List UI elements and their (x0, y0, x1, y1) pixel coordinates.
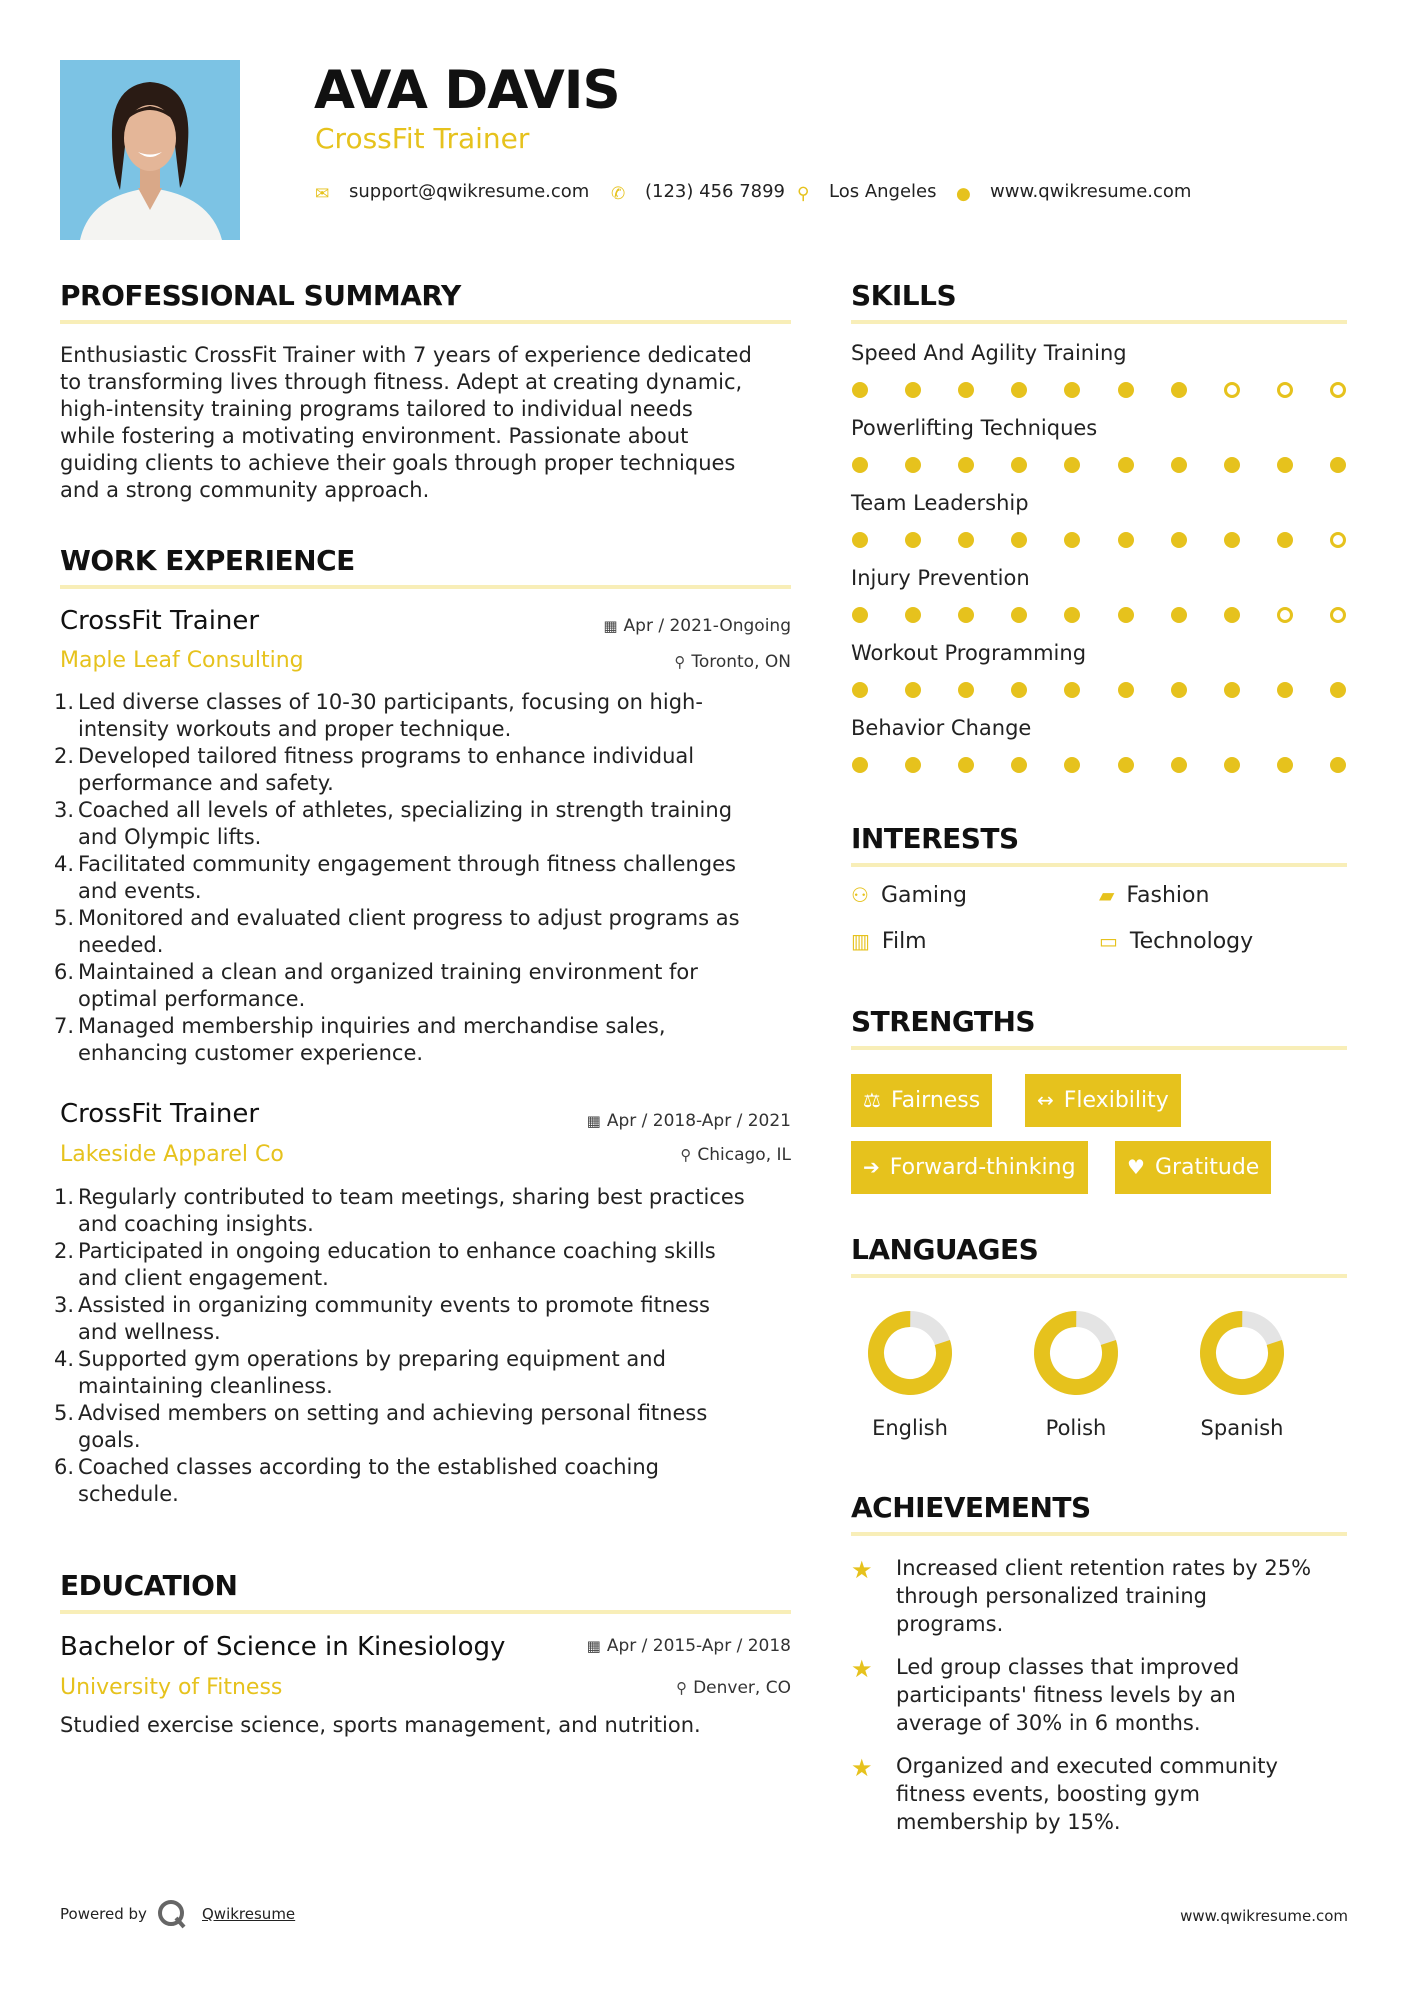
list-item: 2. Developed tailored fitness programs to enhance individual performance and safety. (54, 744, 695, 795)
skill-rating-dot (1171, 532, 1187, 548)
skill-rating-dot (1011, 532, 1027, 548)
list-item: 5. Monitored and evaluated client progress to adjust programs as needed. (54, 906, 740, 957)
skill-rating-dot (1171, 682, 1187, 698)
balance-scale-icon: ⚖ (863, 1088, 881, 1112)
skill-rating-dot (905, 757, 921, 773)
list-item: 7. Managed membership inquiries and merchandise sales, enhancing customer experience. (54, 1014, 666, 1065)
skill-rating-dot (1011, 682, 1027, 698)
phone-icon: ✆ (611, 184, 626, 204)
language-name: Spanish (1200, 1416, 1284, 1440)
interests-heading: INTERESTS (851, 822, 1019, 855)
skill-name: Behavior Change (851, 716, 1032, 740)
job-company: Lakeside Apparel Co (60, 1142, 284, 1167)
skill-rating-dot (1224, 607, 1240, 623)
skill-rating-dot (905, 532, 921, 548)
strength-chip-fairness: ⚖ Fairness (851, 1074, 992, 1127)
summary-text: Enthusiastic CrossFit Trainer with 7 years of experience dedicated to transforming lives through fitness. Adept at creating dynamic, high-intensity training programs tailored to individual needs while fostering a motivating environment. Passionate about guiding clients to achieve their goals through proper techniques and a strong community approach. (60, 343, 752, 502)
skill-rating-dot (905, 607, 921, 623)
skill-rating-dot (1064, 532, 1080, 548)
education-school: University of Fitness (60, 1675, 283, 1700)
skill-rating-dot (958, 382, 974, 398)
strength-chip-flexibility: ↔ Flexibility (1025, 1074, 1181, 1127)
footer-brand-link[interactable]: Qwikresume (202, 1905, 296, 1923)
summary-divider (60, 320, 791, 324)
job-dates: ▦ Apr / 2021-Ongoing (603, 616, 791, 636)
summary-heading: PROFESSIONAL SUMMARY (60, 279, 461, 312)
skill-rating-dot (852, 532, 868, 548)
calendar-icon: ▦ (603, 617, 618, 635)
language-proficiency-ring (865, 1308, 955, 1398)
star-icon: ★ (851, 1556, 873, 1584)
interest-fashion: ▰ Fashion (1099, 883, 1210, 908)
globe-icon: ● (956, 184, 971, 204)
candidate-name: AVA DAVIS (314, 60, 620, 121)
list-item: 2. Participated in ongoing education to enhance coaching skills and client engagement. (54, 1239, 716, 1290)
interest-gaming: ⚇ Gaming (851, 883, 967, 908)
avatar (60, 60, 240, 240)
skill-rating-dot (852, 607, 868, 623)
list-item: 4. Supported gym operations by preparing equipment and maintaining cleanliness. (54, 1347, 666, 1398)
skill-rating-dot (1330, 607, 1346, 623)
candidate-role: CrossFit Trainer (315, 122, 530, 155)
heart-icon: ♥ (1127, 1155, 1145, 1179)
ring-fill (1199, 1310, 1285, 1396)
job-title: CrossFit Trainer (60, 606, 260, 636)
footer-powered-by: Powered by (60, 1905, 147, 1923)
gamepad-icon: ⚇ (851, 883, 869, 907)
skill-rating-dot (1330, 382, 1346, 398)
skill-rating-dot (1277, 757, 1293, 773)
achievements-heading: ACHIEVEMENTS (851, 1491, 1091, 1524)
skill-rating-dot (1224, 757, 1240, 773)
job-dates: ▦ Apr / 2018-Apr / 2021 (586, 1111, 791, 1131)
interest-film: ▥ Film (851, 929, 927, 954)
strengths-divider (851, 1046, 1347, 1050)
language-name: Polish (1045, 1416, 1107, 1440)
contact-phone[interactable]: ✆ (123) 456 7899 (611, 181, 786, 204)
arrow-right-icon: ➔ (863, 1155, 880, 1179)
skill-rating-dot (1064, 757, 1080, 773)
skill-rating-dot (1224, 682, 1240, 698)
envelope-icon: ✉ (315, 184, 330, 204)
skill-rating-dot (1224, 532, 1240, 548)
arrows-horizontal-icon: ↔ (1037, 1088, 1054, 1112)
achievement-item: Led group classes that improved participants' fitness levels by an average of 30% in 6 months. (896, 1655, 1240, 1735)
skill-rating-dot (1277, 607, 1293, 623)
list-item: 1. Regularly contributed to team meetings, sharing best practices and coaching insights. (54, 1185, 745, 1236)
skill-rating-dot (1277, 457, 1293, 473)
skill-rating-dot (1118, 382, 1134, 398)
star-icon: ★ (851, 1754, 873, 1782)
contact-website[interactable]: ● www.qwikresume.com (956, 181, 1192, 204)
profile-photo (60, 60, 240, 240)
achievements-divider (851, 1532, 1347, 1536)
skill-rating-dot (1330, 682, 1346, 698)
film-icon: ▥ (851, 929, 870, 953)
job-responsibilities (54, 1184, 805, 1508)
skill-rating-dot (1011, 382, 1027, 398)
skill-name: Injury Prevention (851, 566, 1030, 590)
strengths-heading: STRENGTHS (851, 1005, 1036, 1038)
list-item: 4. Facilitated community engagement through fitness challenges and events. (54, 852, 736, 903)
skill-rating-dot (1171, 382, 1187, 398)
job-location: ⚲ Toronto, ON (674, 652, 791, 672)
skill-rating-dot (1330, 757, 1346, 773)
skills-heading: SKILLS (851, 279, 957, 312)
interests-divider (851, 863, 1347, 867)
interest-technology: ▭ Technology (1099, 929, 1254, 954)
skill-rating-dot (1330, 457, 1346, 473)
ring-fill (867, 1310, 953, 1396)
skill-rating-dot (1224, 457, 1240, 473)
contact-location: ⚲ Los Angeles (797, 181, 937, 204)
skill-rating-dot (905, 682, 921, 698)
skill-rating-dot (1118, 757, 1134, 773)
languages-heading: LANGUAGES (851, 1233, 1039, 1266)
list-item: 3. Assisted in organizing community events to promote fitness and wellness. (54, 1293, 710, 1344)
skill-rating-dot (958, 532, 974, 548)
education-degree: Bachelor of Science in Kinesiology (60, 1632, 506, 1662)
job-location: ⚲ Chicago, IL (680, 1145, 791, 1165)
ring-fill (1033, 1310, 1119, 1396)
job-title: CrossFit Trainer (60, 1099, 260, 1129)
list-item: 3. Coached all levels of athletes, specializing in strength training and Olympic lifts. (54, 798, 733, 849)
qwikresume-logo-icon (156, 1898, 188, 1930)
skill-rating-dot (1011, 607, 1027, 623)
skill-name: Team Leadership (851, 491, 1029, 515)
education-heading: EDUCATION (60, 1569, 238, 1602)
skill-name: Speed And Agility Training (851, 341, 1127, 365)
pin-icon: ⚲ (674, 653, 686, 671)
job-responsibilities (54, 689, 805, 1067)
bag-icon: ▰ (1099, 883, 1115, 907)
skill-rating-dot (1277, 382, 1293, 398)
skill-rating-dot (852, 682, 868, 698)
pin-icon: ⚲ (676, 1679, 688, 1697)
skill-rating-dot (958, 682, 974, 698)
skill-rating-dot (1171, 757, 1187, 773)
education-location: ⚲ Denver, CO (676, 1678, 791, 1698)
strength-chip-gratitude: ♥ Gratitude (1115, 1141, 1271, 1194)
language-name: English (872, 1416, 948, 1440)
education-description: Studied exercise science, sports management, and nutrition. (60, 1713, 701, 1737)
laptop-icon: ▭ (1099, 929, 1118, 953)
skill-rating-dot (852, 382, 868, 398)
achievement-item: Organized and executed community fitness events, boosting gym membership by 15%. (896, 1754, 1278, 1834)
skill-rating-dot (1171, 457, 1187, 473)
job-company: Maple Leaf Consulting (60, 648, 304, 673)
skill-rating-dot (1277, 532, 1293, 548)
list-item: 6. Coached classes according to the established coaching schedule. (54, 1455, 660, 1506)
list-item: 5. Advised members on setting and achieving personal fitness goals. (54, 1401, 708, 1452)
language-proficiency-ring (1031, 1308, 1121, 1398)
language-proficiency-ring (1197, 1308, 1287, 1398)
skill-rating-dot (1118, 457, 1134, 473)
education-dates: ▦ Apr / 2015-Apr / 2018 (586, 1636, 791, 1656)
star-icon: ★ (851, 1655, 873, 1683)
skills-divider (851, 320, 1347, 324)
skill-rating-dot (1224, 382, 1240, 398)
map-pin-icon: ⚲ (797, 184, 810, 204)
calendar-icon: ▦ (586, 1637, 601, 1655)
pin-icon: ⚲ (680, 1146, 692, 1164)
list-item: 1. Led diverse classes of 10-30 participants, focusing on high- intensity workouts and proper technique. (54, 690, 703, 741)
strength-chip-forward-thinking: ➔ Forward-thinking (851, 1141, 1088, 1194)
skill-rating-dot (1171, 607, 1187, 623)
list-item: 6. Maintained a clean and organized training environment for optimal performance. (54, 960, 698, 1011)
skill-rating-dot (1118, 532, 1134, 548)
experience-divider (60, 585, 791, 589)
skill-rating-dot (1064, 607, 1080, 623)
skill-rating-dot (958, 607, 974, 623)
skill-rating-dot (852, 757, 868, 773)
languages-divider (851, 1274, 1347, 1278)
skill-rating-dot (1118, 607, 1134, 623)
skill-name: Workout Programming (851, 641, 1087, 665)
achievement-item: Increased client retention rates by 25% through personalized training programs. (896, 1556, 1312, 1636)
experience-heading: WORK EXPERIENCE (60, 544, 355, 577)
skill-rating-dot (905, 382, 921, 398)
skill-rating-dot (958, 757, 974, 773)
calendar-icon: ▦ (586, 1112, 601, 1130)
footer-website[interactable]: www.qwikresume.com (1180, 1907, 1348, 1925)
skill-rating-dot (958, 457, 974, 473)
skill-rating-dot (1011, 757, 1027, 773)
skill-rating-dot (1330, 532, 1346, 548)
skill-rating-dot (1118, 682, 1134, 698)
skill-rating-dot (1064, 682, 1080, 698)
skill-rating-dot (905, 457, 921, 473)
contact-email[interactable]: ✉ support@qwikresume.com (315, 181, 590, 204)
education-divider (60, 1610, 791, 1614)
skill-rating-dot (1064, 457, 1080, 473)
skill-rating-dot (1277, 682, 1293, 698)
skill-rating-dot (852, 457, 868, 473)
skill-name: Powerlifting Techniques (851, 416, 1098, 440)
skill-rating-dot (1064, 382, 1080, 398)
skill-rating-dot (1011, 457, 1027, 473)
